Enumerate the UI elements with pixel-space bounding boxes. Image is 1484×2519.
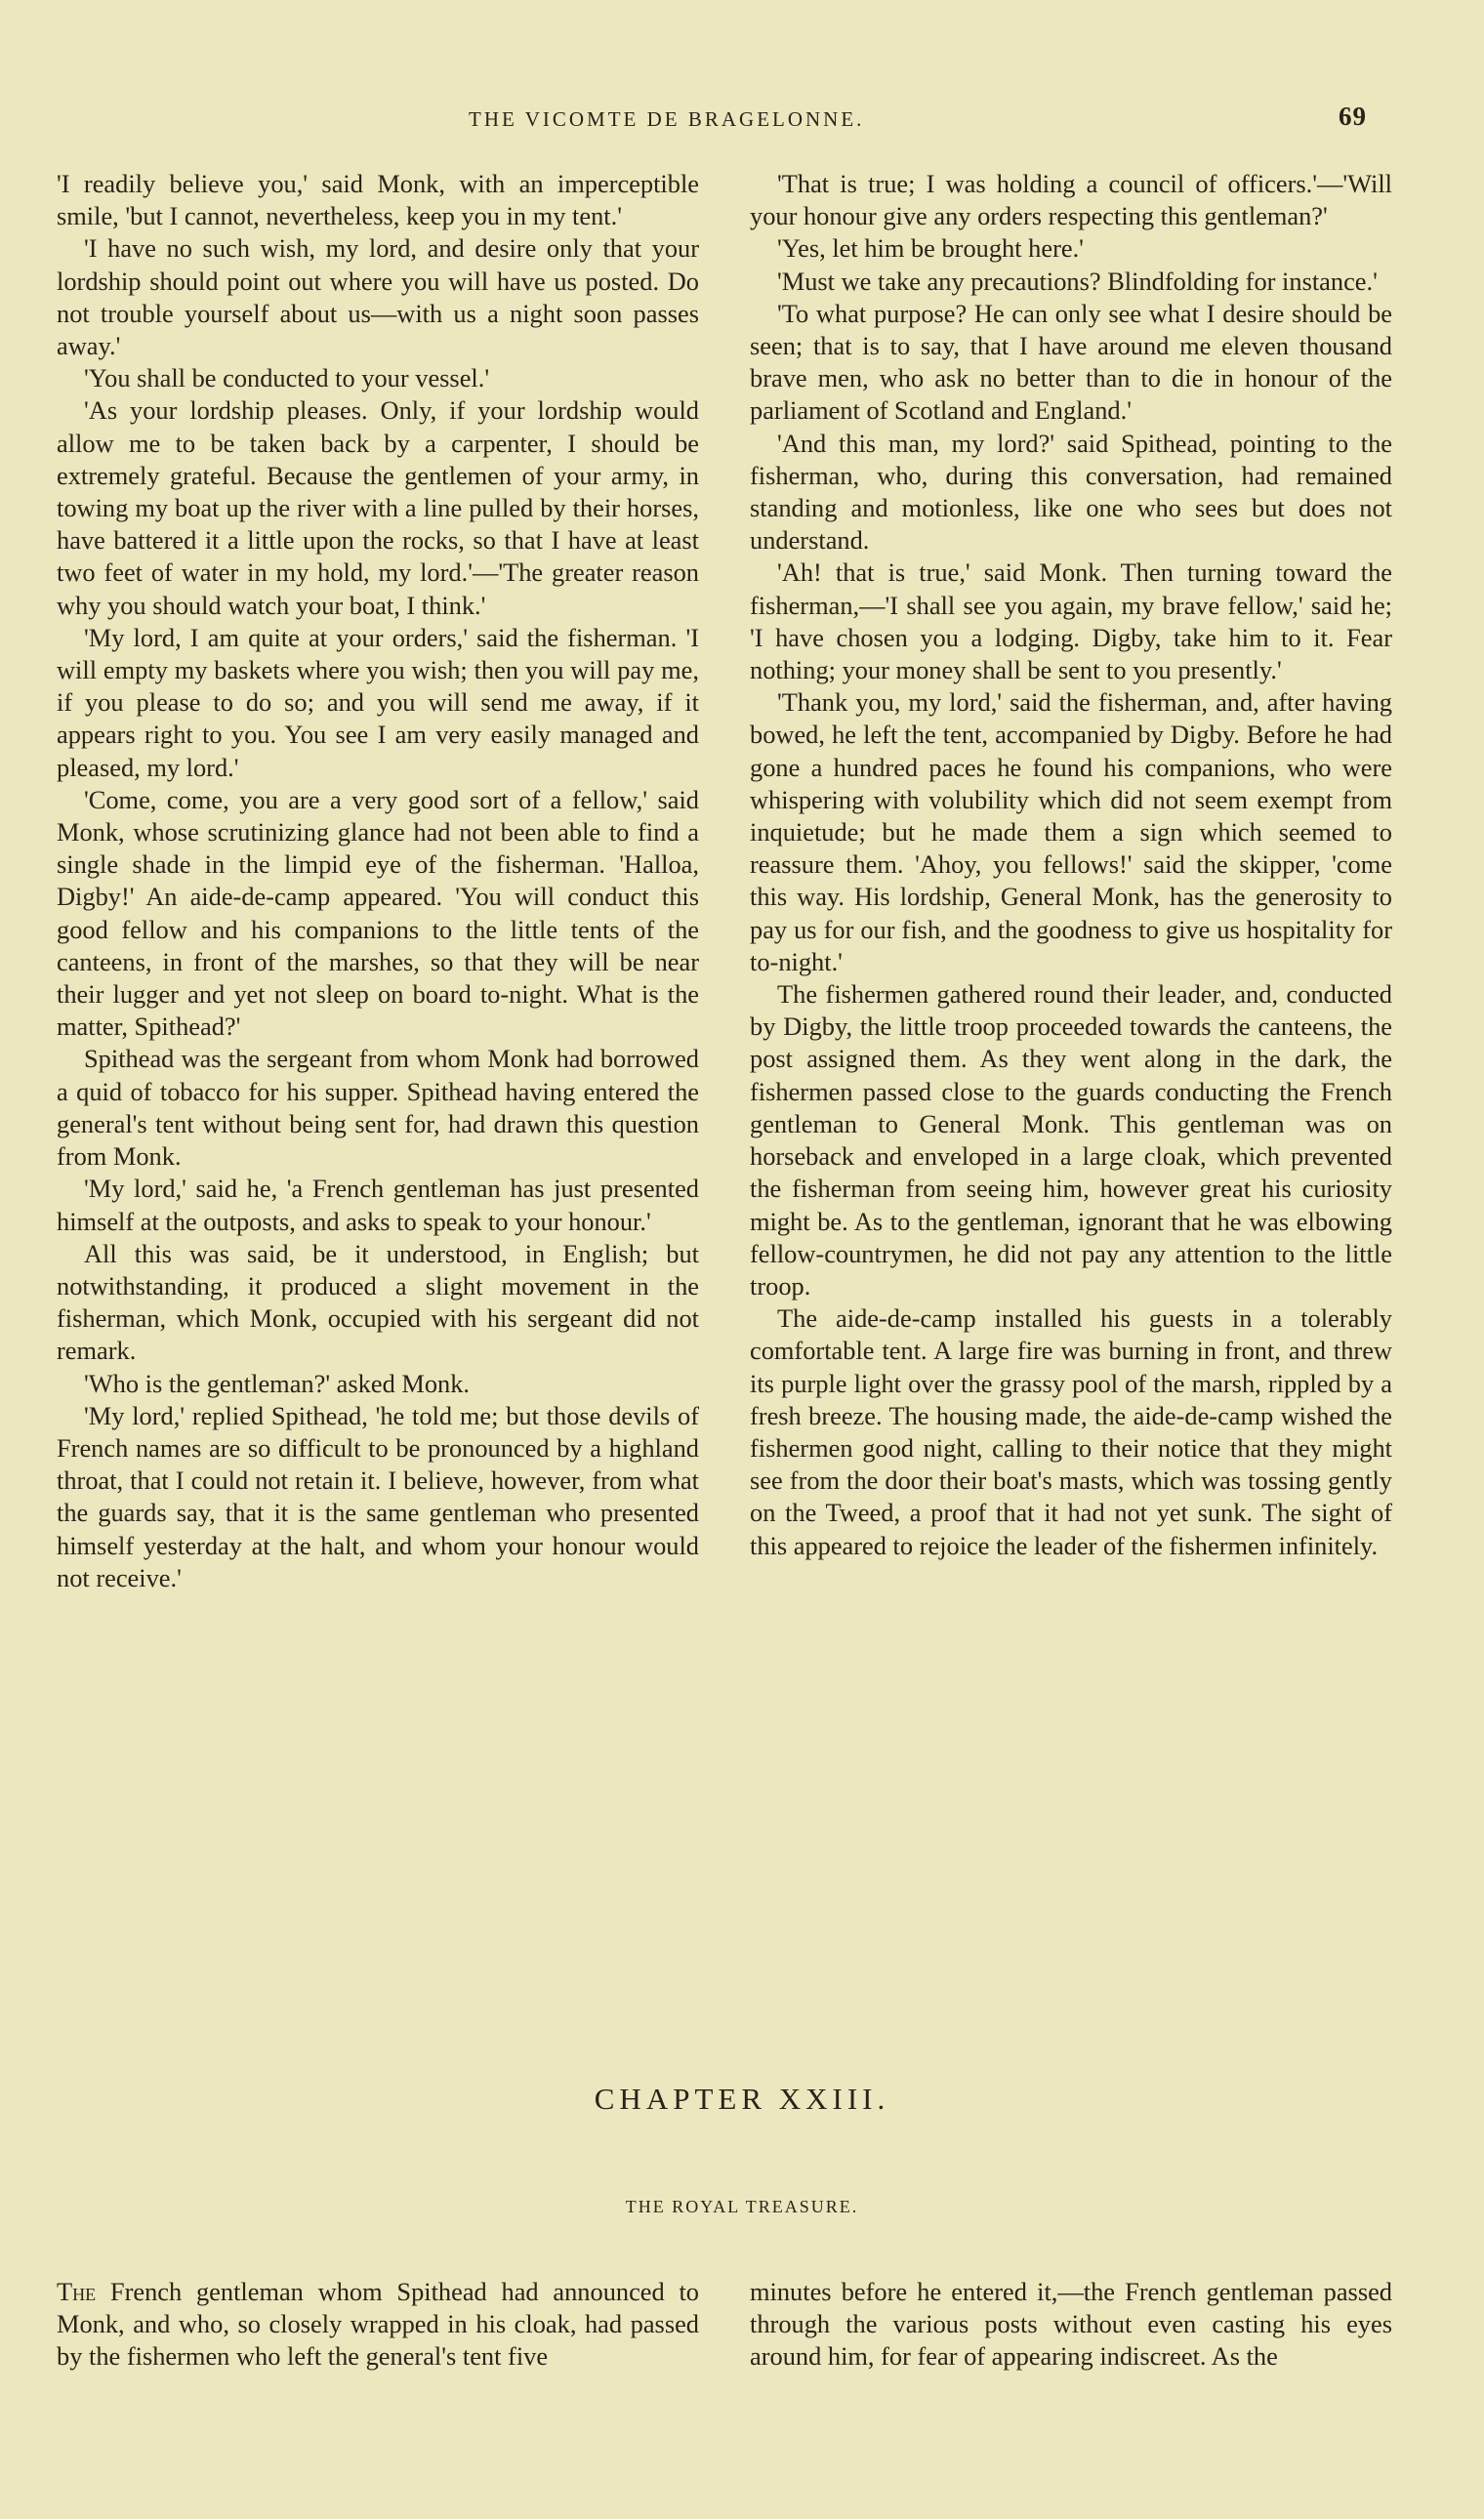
opening-word: The — [57, 2277, 97, 2306]
paragraph: The fishermen gathered round their leader, and, conducted by Digby, the little troop proceeded towards the canteens, the post assigned them. As they went along in the dark, the fishermen passed close to the guards conducting the French gentleman to General Monk. This gentleman was on horseback and enveloped in a large cloak, which prevented the fisherman from seeing him, however great his curiosity might be. As to the gentleman, ignorant that he was elbowing fellow-countrymen, he did not pay any attention to the little troop. — [750, 979, 1392, 1301]
paragraph: 'My lord,' replied Spithead, 'he told me; but those devils of French names are so difficult to be pronounced by a highland throat, that I could not retain it. I believe, however, from what the guards say, that it is the same gentleman who presented himself yesterday at the halt, and whom your honour would not receive.' — [57, 1400, 699, 1592]
paragraph: 'And this man, my lord?' said Spithead, pointing to the fisherman, who, during this conversation, had remained standing and motionless, like one who sees but does not understand. — [750, 428, 1392, 556]
paragraph: 'Thank you, my lord,' said the fisherman, and, after having bowed, he left the tent, accompanied by Digby. Before he had gone a hundred paces he found his companions, who were whispering with volubility which did not seem exempt from inquietude; but he made them a sign which seemed to reassure them. 'Ahoy, you fellows!' said the skipper, 'come this way. His lordship, General Monk, has the generosity to pay us for our fish, and the goodness to give us hospitality for to-night.' — [750, 687, 1392, 976]
paragraph: 'I readily believe you,' said Monk, with an imperceptible smile, 'but I cannot, nevertheless, keep you in my tent.' — [57, 169, 699, 231]
paragraph: Spithead was the sergeant from whom Monk had borrowed a quid of tobacco for his supper. Spithead having entered the general's tent without being sent for, had drawn this question from Monk. — [57, 1044, 699, 1172]
paragraph: All this was said, be it understood, in English; but notwithstanding, it produced a slight movement in the fisherman, which Monk, occupied with his sergeant did not remark. — [57, 1238, 699, 1366]
paragraph: 'Must we take any precautions? Blindfolding for instance.' — [777, 266, 1378, 296]
paragraph: 'My lord,' said he, 'a French gentleman has just presented himself at the outposts, and asks to speak to your honour.' — [57, 1174, 699, 1236]
chapter-right-column — [750, 2276, 1392, 2374]
paragraph: 'You shall be conducted to your vessel.' — [84, 363, 490, 393]
chapter-left-column — [57, 2276, 699, 2374]
paragraph: 'That is true; I was holding a council of officers.'—'Will your honour give any orders respecting this gentleman?' — [750, 169, 1392, 231]
paragraph: minutes before he entered it,—the French gentleman passed through the various posts without even casting his eyes around him, for fear of appearing indiscreet. As the — [750, 2277, 1392, 2372]
paragraph: 'My lord, I am quite at your orders,' said the fisherman. 'I will empty my baskets where you wish; then you will pay me, if you please to do so; and you will send me away, if it appears right to you. You see I am very easily managed and pleased, my lord.' — [57, 622, 699, 782]
opening-text: French gentleman whom Spithead had announced to Monk, and who, so closely wrapped in his cloak, had passed by the fishermen who left the general's tent five — [57, 2277, 699, 2372]
paragraph: 'Ah! that is true,' said Monk. Then turning toward the fisherman,—'I shall see you again, my brave fellow,' said he; 'I have chosen you a lodging. Digby, take him to it. Fear nothing; your money shall be sent to you presently.' — [750, 557, 1392, 685]
running-head — [469, 102, 1367, 141]
paragraph: 'As your lordship pleases. Only, if your lordship would allow me to be taken back by a carpenter, I should be extremely grateful. Because the gentlemen of your army, in towing my boat up the river with a line pulled by their horses, have battered it a little upon the rocks, so that I have at least two feet of water in my hold, my lord.'—'The greater reason why you should watch your boat, I think.' — [57, 395, 699, 620]
chapter-subtitle: THE ROYAL TREASURE. — [625, 2197, 859, 2216]
page-number: 69 — [1339, 102, 1367, 131]
paragraph: 'I have no such wish, my lord, and desire only that your lordship should point out where you will have us posted. Do not trouble yourself about us—with us a night soon passes away.' — [57, 233, 699, 361]
chapter-heading: CHAPTER XXIII. — [594, 2082, 890, 2116]
paragraph: 'To what purpose? He can only see what I desire should be seen; that is to say, that I have around me eleven thousand brave men, who ask no better than to die in honour of the parliament of Scotland and England.' — [750, 298, 1392, 426]
chapter-opening-paragraph — [57, 2276, 699, 2374]
paragraph: 'Who is the gentleman?' asked Monk. — [84, 1368, 471, 1398]
right-text-column — [750, 168, 1392, 1562]
paragraph: 'Come, come, you are a very good sort of a fellow,' said Monk, whose scrutinizing glance had not been able to find a single shade in the limpid eye of the fisherman. 'Halloa, Digby!' An aide-de-camp appeared. 'You will conduct this good fellow and his companions to the little tents of the canteens, in front of the marshes, so that they will be near their lugger and yet not sleep on board to-night. What is the matter, Spithead?' — [57, 784, 699, 1042]
paragraph: 'Yes, let him be brought here.' — [777, 233, 1084, 264]
running-title: THE VICOMTE DE BRAGELONNE. — [469, 107, 865, 131]
left-text-column — [57, 168, 699, 1594]
paragraph: The aide-de-camp installed his guests in a tolerably comfortable tent. A large fire was burning in front, and threw its purple light over the grassy pool of the marsh, rippled by a fresh breeze. The housing made, the aide-de-camp wished the fishermen good night, calling to their notice that they might see from the door their boat's masts, which was tossing gently on the Tweed, a proof that it had not yet sunk. The sight of this appeared to rejoice the leader of the fishermen infinitely. — [750, 1303, 1392, 1560]
